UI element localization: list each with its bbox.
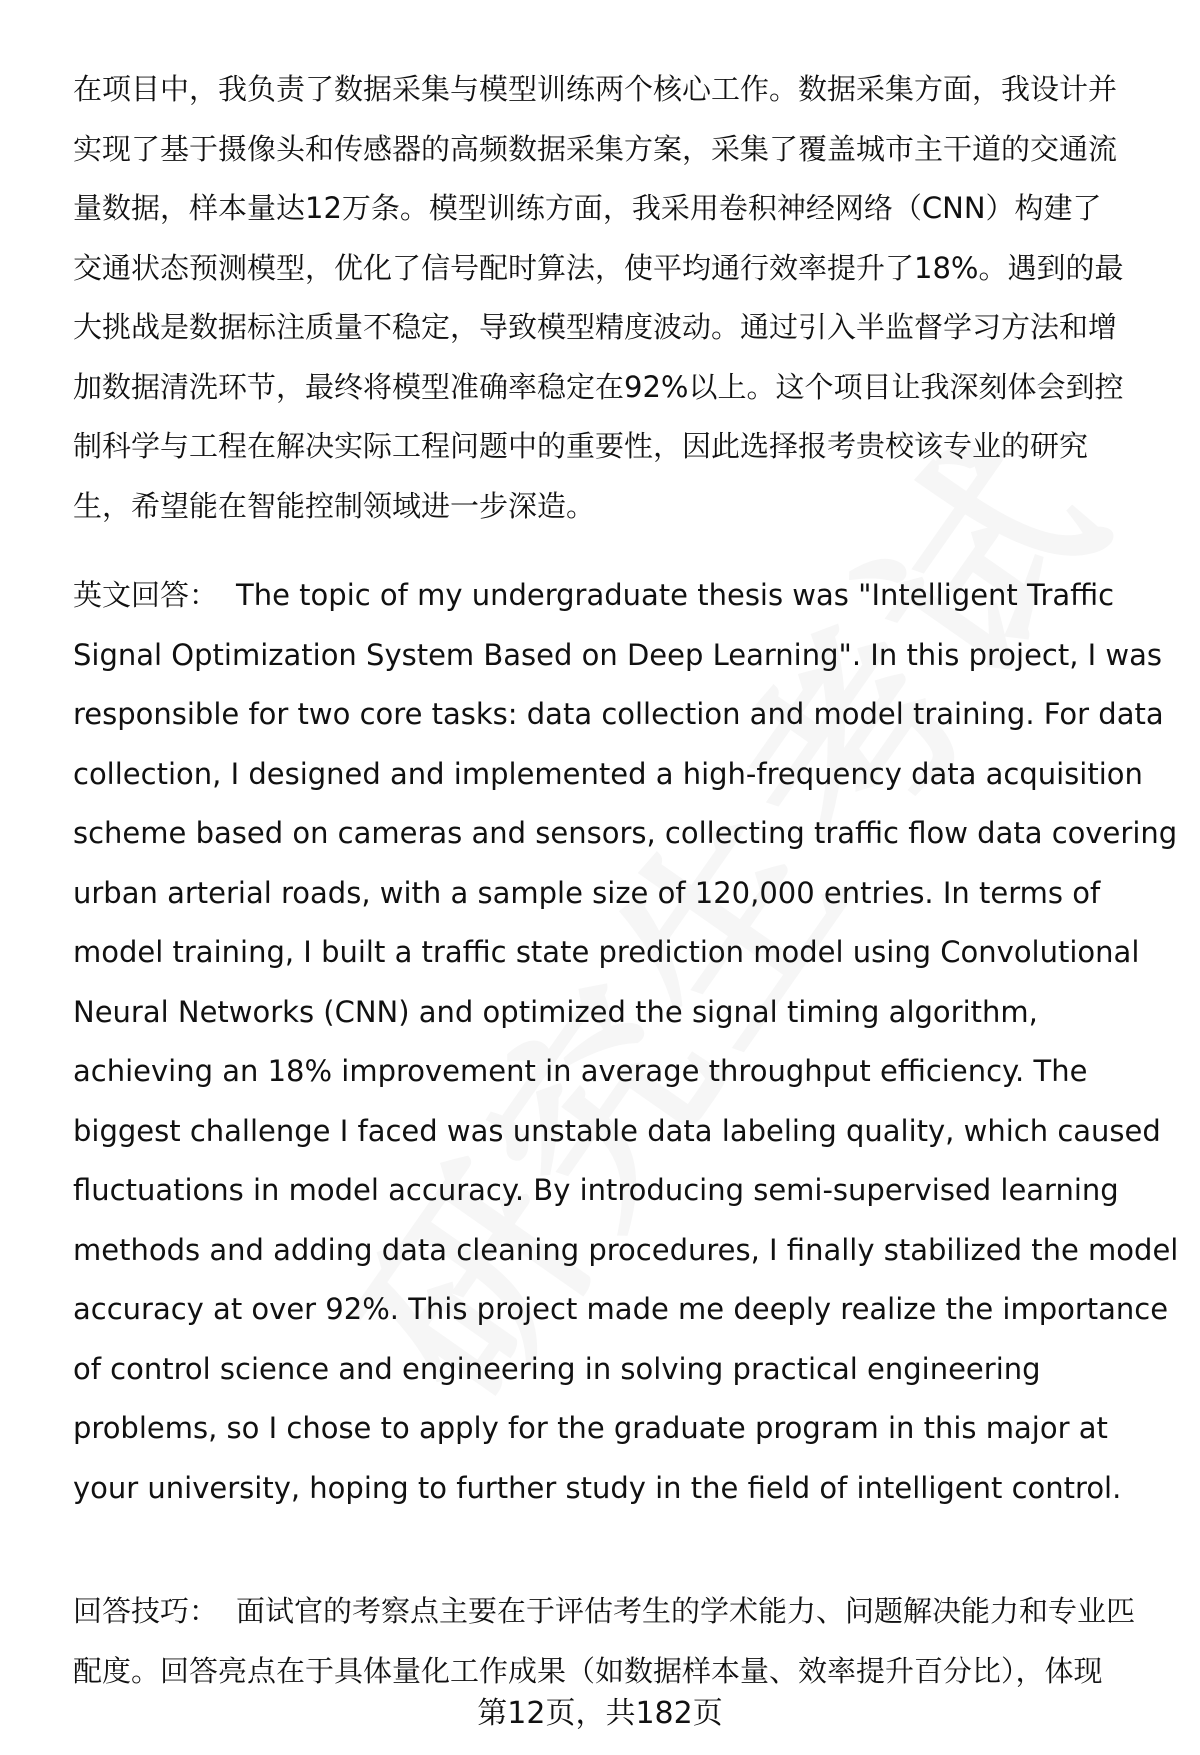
text-line: 交通状态预测模型，优化了信号配时算法，使平均通行效率提升了18%。遇到的最 [73,250,1124,285]
paragraph-answer-tips [73,1582,1157,1701]
text-line: 制科学与工程在解决实际工程问题中的重要性，因此选择报考贵校该专业的研究 [73,429,1089,463]
text-line: achieving an 18% improvement in average throughput efficiency. The [73,1054,1088,1088]
text-line: accuracy at over 92%. This project made me deeply realize the importance [73,1292,1169,1326]
answer-tips-label: 回答技巧： [73,1594,219,1628]
english-answer-label: 英文回答： [73,578,219,612]
text-line: 在项目中，我负责了数据采集与模型训练两个核心工作。数据采集方面，我设计并 [73,72,1118,106]
text-line: 实现了基于摄像头和传感器的高频数据采集方案，采集了覆盖城市主干道的交通流 [73,131,1118,166]
text-line: Neural Networks (CNN) and optimized the signal timing algorithm, [73,994,1038,1029]
text-line-content: The topic of my undergraduate thesis was "Intelligent Traffic [236,578,1115,612]
text-line: scheme based on cameras and sensors, collecting traffic flow data covering [73,816,1178,850]
text-line: 加数据清洗环节，最终将模型准确率稳定在92%以上。这个项目让我深刻体会到控 [73,369,1124,404]
text-line: of control science and engineering in solving practical engineering [73,1351,1041,1386]
text-line: 量数据，样本量达12万条。模型训练方面，我采用卷积神经网络（CNN）构建了 [73,191,1102,225]
text-line: Signal Optimization System Based on Deep Learning". In this project, I was [73,637,1163,672]
text-line: model training, I built a traffic state prediction model using Convolutional [73,935,1140,969]
text-line-first [73,1582,1157,1642]
page-number-footer: 第12页，共182页 [477,1696,723,1731]
text-line: your university, hoping to further study in the field of intelligent control. [73,1470,1122,1505]
paragraph-english-answer [73,566,1179,1518]
text-line-first [73,566,1157,626]
text-line: biggest challenge I faced was unstable data labeling quality, which caused [73,1113,1161,1148]
paragraph-chinese-answer [73,60,1157,536]
text-line: urban arterial roads, with a sample size of 120,000 entries. In terms of [73,875,1101,910]
text-line: problems, so I chose to apply for the graduate program in this major at [73,1411,1108,1445]
text-line: 生，希望能在智能控制领域进一步深造。 [73,488,596,523]
text-line: 大挑战是数据标注质量不稳定，导致模型精度波动。通过引入半监督学习方法和增 [73,310,1118,344]
text-line: fluctuations in model accuracy. By introducing semi-supervised learning [73,1173,1119,1207]
text-line: responsible for two core tasks: data collection and model training. For data [73,697,1164,731]
text-line: 配度。回答亮点在于具体量化工作成果（如数据样本量、效率提升百分比），体现 [73,1653,1103,1688]
text-line: methods and adding data cleaning procedures, I finally stabilized the model [73,1232,1179,1267]
text-line: collection, I designed and implemented a high-frequency data acquisition [73,756,1143,791]
text-line-content: 面试官的考察点主要在于评估考生的学术能力、问题解决能力和专业匹 [236,1594,1136,1628]
